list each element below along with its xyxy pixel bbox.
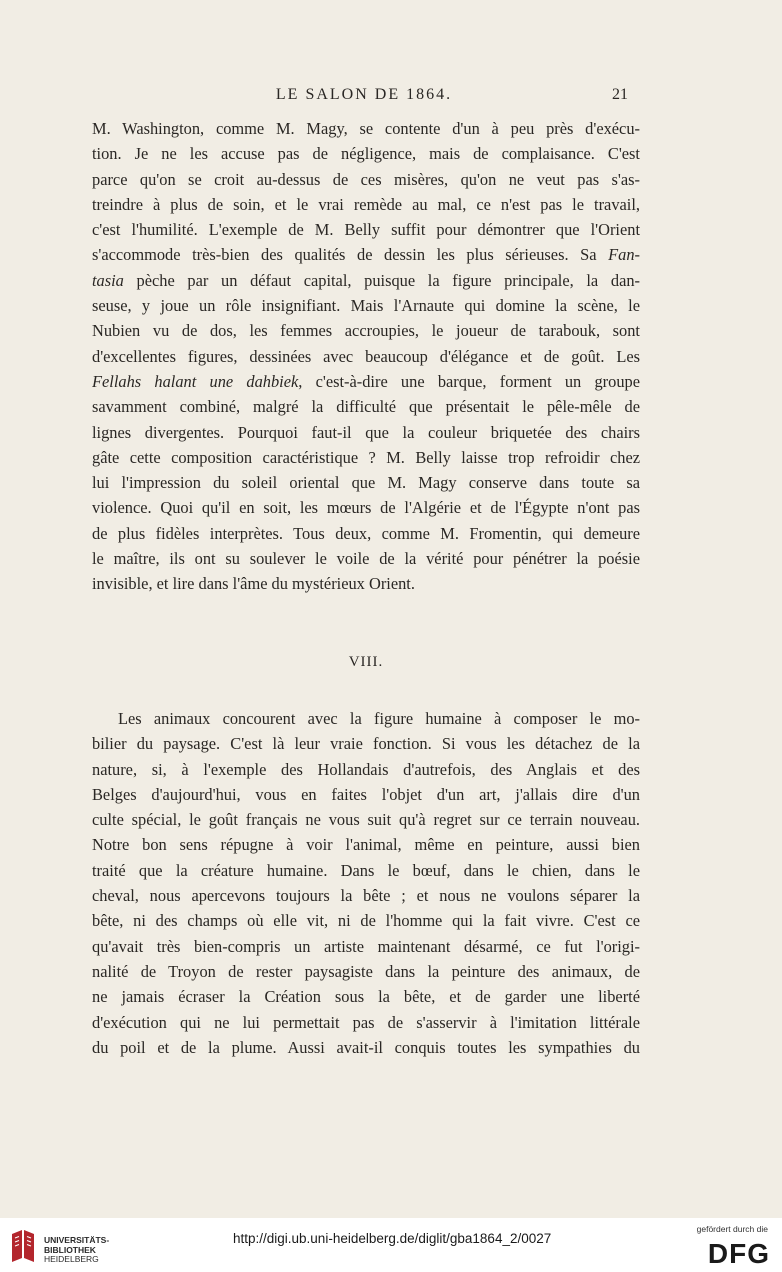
text-line: savamment combiné, malgré la difficulté que présentait le pêle-mêle de: [92, 397, 640, 417]
text-line: gâte cette composition caractéristique ? M. Belly laisse trop refroidir chez: [92, 447, 640, 467]
text-line: ne jamais écraser la Création sous la bête, et de garder une liberté: [92, 987, 640, 1007]
italic-title: Fan-: [608, 245, 640, 265]
dfg-logo[interactable]: DFG: [707, 1238, 770, 1269]
text-line: M. Washington, comme M. Magy, se contente d'un à peu près d'exécu-: [92, 119, 640, 138]
text-line: treindre à plus de soin, et le vrai remède au mal, ce n'est pas le travail,: [92, 194, 640, 214]
text-line: lui l'impression du soleil oriental que M. Magy conserve dans toute sa: [92, 473, 640, 493]
text-line: bilier du paysage. C'est là leur vraie fonction. Si vous les détachez de la: [92, 734, 640, 754]
text-line: nature, si, à l'exemple des Hollandais d'autrefois, des Anglais et des: [92, 759, 640, 779]
section-heading: VIII.: [348, 654, 384, 670]
running-title: LE SALON DE 1864.: [275, 86, 453, 103]
text-line: tion. Je ne les accuse pas de négligence, mais de complaisance. C'est: [92, 144, 640, 164]
text-line: parce qu'on se croit au-dessus de ces misères, qu'on ne veut pas s'as-: [92, 169, 640, 189]
university-library-logo[interactable]: [8, 1228, 138, 1264]
text-line: bête, ni des champs où elle vit, ni de l'homme qui la fait vivre. C'est ce: [92, 911, 640, 931]
text-line: qu'avait très bien-compris un artiste maintenant désarmé, ce fut l'origi-: [92, 936, 640, 956]
text-line: c'est l'humilité. L'exemple de M. Belly suffit pour démontrer que l'Orient: [92, 220, 640, 240]
text-line: d'exécution qui ne lui permettait pas de s'asservir à l'imitation littérale: [92, 1012, 640, 1032]
text-line: traité que la créature humaine. Dans le bœuf, dans le chien, dans le: [92, 860, 640, 880]
text-line: Fellahs halant une dahbiek, c'est-à-dire une barque, forment un groupe: [92, 371, 640, 391]
library-name: UNIVERSITÄTS- BIBLIOTHEK HEIDELBERG: [44, 1235, 110, 1264]
text-line: cheval, nous apercevons toujours la bête ; et nous ne voulons séparer la: [92, 886, 640, 906]
viewer-footer: [0, 1218, 782, 1272]
text-line: tasia pèche par un défaut capital, puisque la figure principale, la dan-: [92, 270, 640, 290]
italic-title: tasia: [92, 270, 124, 290]
text-line: Les animaux concourent avec la figure humaine à composer le mo-: [118, 709, 640, 728]
text-line: culte spécial, le goût français ne vous suit qu'à regret sur ce terrain nouveau.: [92, 810, 640, 830]
funded-by-label: gefördert durch die: [696, 1224, 768, 1234]
text-line: Nubien vu de dos, les femmes accroupies, le joueur de tarabouk, sont: [92, 321, 640, 341]
text-line: Notre bon sens répugne à voir l'animal, même en peinture, aussi bien: [92, 835, 640, 855]
running-head: [92, 86, 636, 108]
text-line: s'accommode très-bien des qualités de dessin les plus sérieuses. Sa Fan-: [92, 245, 640, 265]
text-line: invisible, et lire dans l'âme du mystérieux Orient.: [92, 574, 415, 594]
text-line: d'excellentes figures, dessinées avec beaucoup d'élégance et de goût. Les: [92, 346, 640, 366]
text-line: de plus fidèles interprètes. Tous deux, comme M. Fromentin, qui demeure: [92, 523, 640, 543]
text-line: nalité de Troyon de rester paysagiste dans la peinture des animaux, de: [92, 961, 640, 981]
paragraph-1: [92, 116, 640, 597]
text-line: Belges d'aujourd'hui, vous en faites l'objet d'un art, j'allais dire d'un: [92, 784, 640, 804]
text-line: seuse, y joue un rôle insignifiant. Mais l'Arnaute qui domine la scène, le: [92, 296, 640, 316]
text-line: du poil et de la plume. Aussi avait-il conquis toutes les sympathies du: [92, 1037, 640, 1057]
permalink-url[interactable]: http://digi.ub.uni-heidelberg.de/diglit/gba1864_2/0027: [233, 1231, 552, 1246]
library-emblem-icon: [8, 1228, 38, 1264]
text-line: lignes divergentes. Pourquoi faut-il que la couleur briquetée des chairs: [92, 422, 640, 442]
italic-title: Fellahs halant une dahbiek: [92, 371, 299, 391]
text-line: violence. Quoi qu'il en soit, les mœurs de l'Algérie et de l'Égypte n'ont pas: [92, 498, 640, 518]
text-line: le maître, ils ont su soulever le voile de la vérité pour pénétrer la poésie: [92, 549, 640, 569]
page-number: 21: [612, 86, 628, 103]
paragraph-2: [92, 706, 640, 1060]
